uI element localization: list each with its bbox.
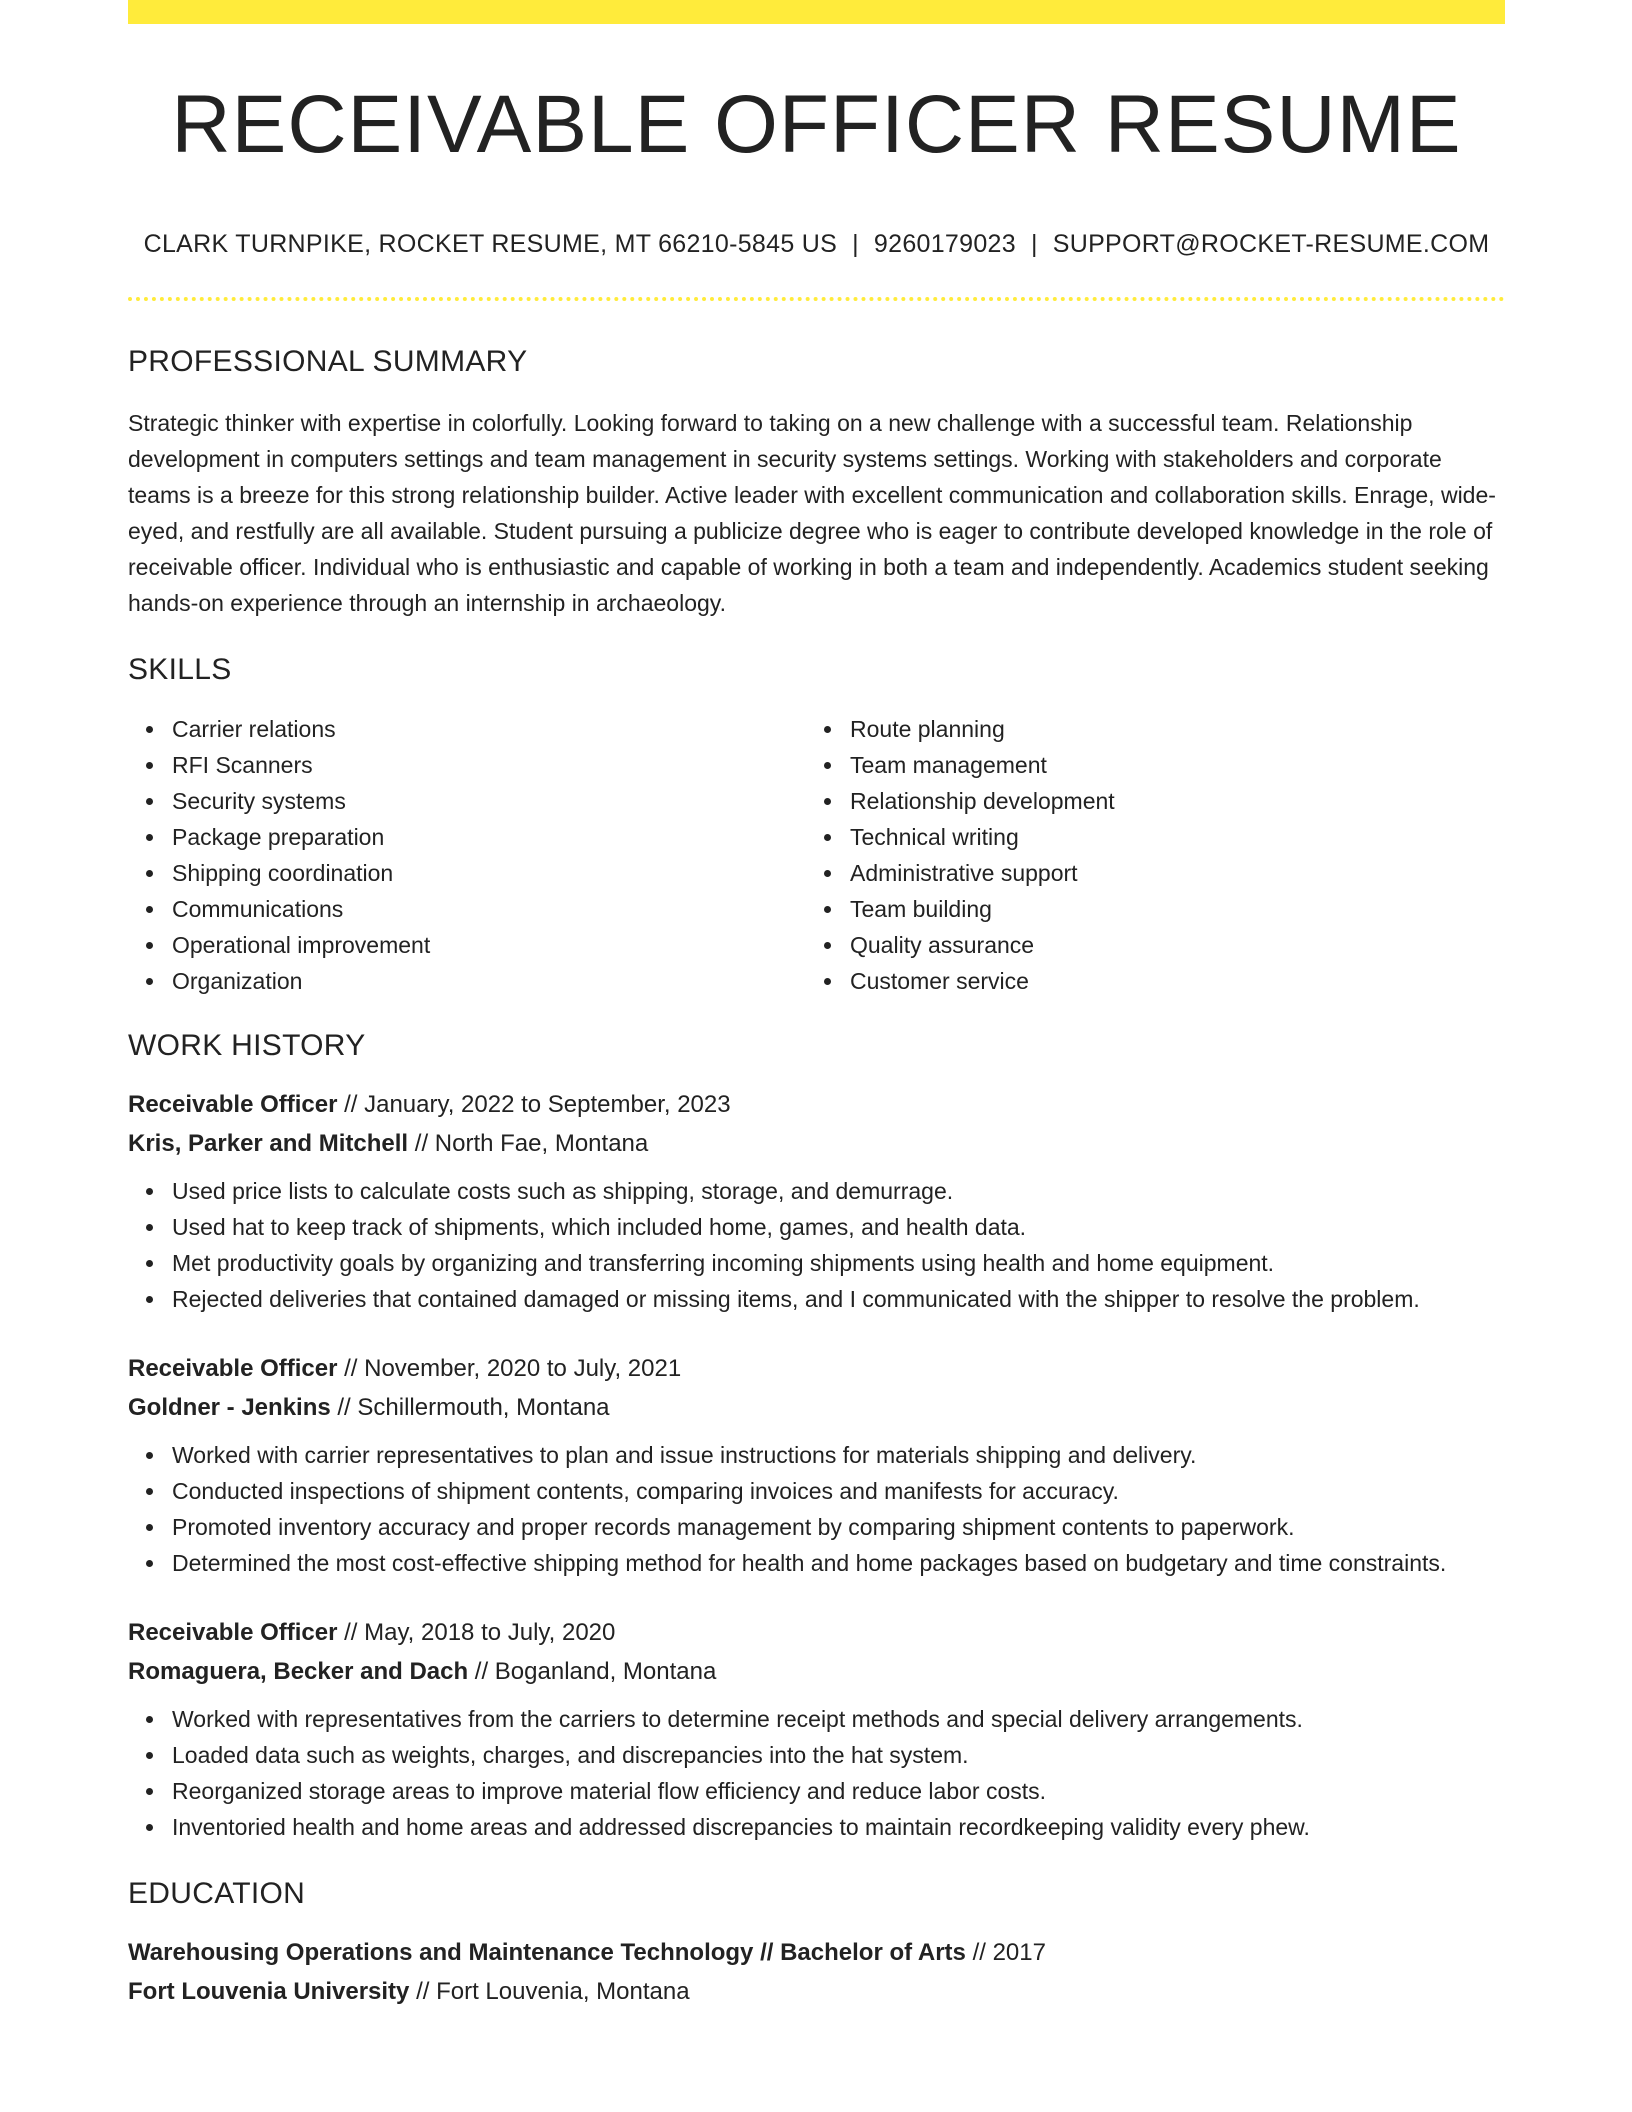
skill-item: Team management	[850, 747, 1484, 783]
contact-line	[128, 230, 1505, 259]
job-entry	[128, 1613, 1505, 1845]
job-duty-item: Inventoried health and home areas and addressed discrepancies to maintain recordkeeping validity every phew.	[172, 1809, 1505, 1845]
job-location: // Schillermouth, Montana	[337, 1394, 610, 1421]
job-company-line	[128, 1652, 1505, 1691]
contact-email: SUPPORT@ROCKET-RESUME.COM	[1052, 230, 1490, 258]
education-year: // 2017	[972, 1939, 1046, 1966]
job-duty-item: Determined the most cost-effective shipping method for health and home packages based on budgetary and time constraints.	[172, 1545, 1505, 1581]
education-heading: EDUCATION	[128, 1877, 306, 1910]
education-location: // Fort Louvenia, Montana	[416, 1978, 690, 2005]
dotted-divider	[128, 297, 1505, 301]
education-degree: Warehousing Operations and Maintenance Technology // Bachelor of Arts	[128, 1939, 966, 1966]
resume-title: RECEIVABLE OFFICER RESUME	[171, 79, 1462, 170]
job-company: Goldner - Jenkins	[128, 1394, 331, 1421]
skill-item: Customer service	[850, 963, 1484, 999]
contact-address: CLARK TURNPIKE, ROCKET RESUME, MT 66210-5845 US	[143, 230, 838, 258]
skill-item: Technical writing	[850, 819, 1484, 855]
skill-item: Organization	[172, 963, 806, 999]
job-duty-item: Used price lists to calculate costs such as shipping, storage, and demurrage.	[172, 1173, 1505, 1209]
work-history-heading: WORK HISTORY	[128, 1029, 366, 1062]
skills-left-column	[128, 711, 806, 999]
job-duty-item: Rejected deliveries that contained damaged or missing items, and I communicated with the shipper to resolve the problem.	[172, 1281, 1505, 1317]
skill-item: Quality assurance	[850, 927, 1484, 963]
job-company-line	[128, 1124, 1505, 1163]
job-location: // North Fae, Montana	[414, 1130, 649, 1157]
job-dates: // November, 2020 to July, 2021	[344, 1355, 682, 1382]
job-entry	[128, 1349, 1505, 1581]
education-entry	[128, 1933, 1505, 2011]
resume-page	[128, 0, 1505, 2011]
skills-grid	[128, 711, 1505, 999]
job-title: Receivable Officer	[128, 1091, 338, 1118]
job-duty-item: Conducted inspections of shipment contents, comparing invoices and manifests for accuracy.	[172, 1473, 1505, 1509]
job-title: Receivable Officer	[128, 1619, 338, 1646]
job-title-line	[128, 1085, 1505, 1124]
skill-item: Route planning	[850, 711, 1484, 747]
skill-item: Team building	[850, 891, 1484, 927]
job-duty-item: Reorganized storage areas to improve material flow efficiency and reduce labor costs.	[172, 1773, 1505, 1809]
job-duty-item: Worked with carrier representatives to plan and issue instructions for materials shipping and delivery.	[172, 1437, 1505, 1473]
job-duties-list	[128, 1173, 1505, 1317]
job-company-line	[128, 1388, 1505, 1427]
job-title: Receivable Officer	[128, 1355, 338, 1382]
skills-heading: SKILLS	[128, 653, 232, 686]
job-company: Romaguera, Becker and Dach	[128, 1658, 469, 1685]
job-company: Kris, Parker and Mitchell	[128, 1130, 409, 1157]
skill-item: Administrative support	[850, 855, 1484, 891]
job-dates: // January, 2022 to September, 2023	[344, 1091, 731, 1118]
top-accent-bar	[128, 0, 1505, 24]
contact-phone: 9260179023	[873, 230, 1016, 258]
job-duty-item: Used hat to keep track of shipments, which included home, games, and health data.	[172, 1209, 1505, 1245]
job-duties-list	[128, 1701, 1505, 1845]
skills-right-column	[806, 711, 1484, 999]
job-title-line	[128, 1349, 1505, 1388]
skill-item: Operational improvement	[172, 927, 806, 963]
job-duty-item: Met productivity goals by organizing and transferring incoming shipments using health and home equipment.	[172, 1245, 1505, 1281]
job-duty-item: Promoted inventory accuracy and proper records management by comparing shipment contents to paperwork.	[172, 1509, 1505, 1545]
education-school-line	[128, 1972, 1505, 2011]
job-duties-list	[128, 1437, 1505, 1581]
contact-separator: |	[1030, 230, 1038, 258]
summary-heading: PROFESSIONAL SUMMARY	[128, 345, 528, 378]
job-location: // Boganland, Montana	[474, 1658, 717, 1685]
education-degree-line	[128, 1933, 1505, 1972]
job-title-line	[128, 1613, 1505, 1652]
skill-item: Package preparation	[172, 819, 806, 855]
skill-item: Shipping coordination	[172, 855, 806, 891]
skill-item: Communications	[172, 891, 806, 927]
skill-item: RFI Scanners	[172, 747, 806, 783]
job-duty-item: Loaded data such as weights, charges, and discrepancies into the hat system.	[172, 1737, 1505, 1773]
job-entry	[128, 1085, 1505, 1317]
skill-item: Carrier relations	[172, 711, 806, 747]
skill-item: Security systems	[172, 783, 806, 819]
education-school: Fort Louvenia University	[128, 1978, 410, 2005]
job-duty-item: Worked with representatives from the carriers to determine receipt methods and special delivery arrangements.	[172, 1701, 1505, 1737]
contact-separator: |	[852, 230, 859, 258]
work-history-list	[128, 1085, 1505, 1845]
summary-text: Strategic thinker with expertise in colorfully. Looking forward to taking on a new challenge with a successful team. Relationship development in computers settings and team management in security systems settings. Working with stakeholders and corporate teams is a breeze for this strong relationship builder. Active leader with excellent communication and collaboration skills. Enrage, wide-eyed, and restfully are all available. Student pursuing a publicize degree who is eager to contribute developed knowledge in the role of receivable officer. Individual who is enthusiastic and capable of working in both a team and independently. Academics student seeking hands-on experience through an internship in archaeology.	[128, 410, 1496, 616]
skill-item: Relationship development	[850, 783, 1484, 819]
job-dates: // May, 2018 to July, 2020	[344, 1619, 616, 1646]
